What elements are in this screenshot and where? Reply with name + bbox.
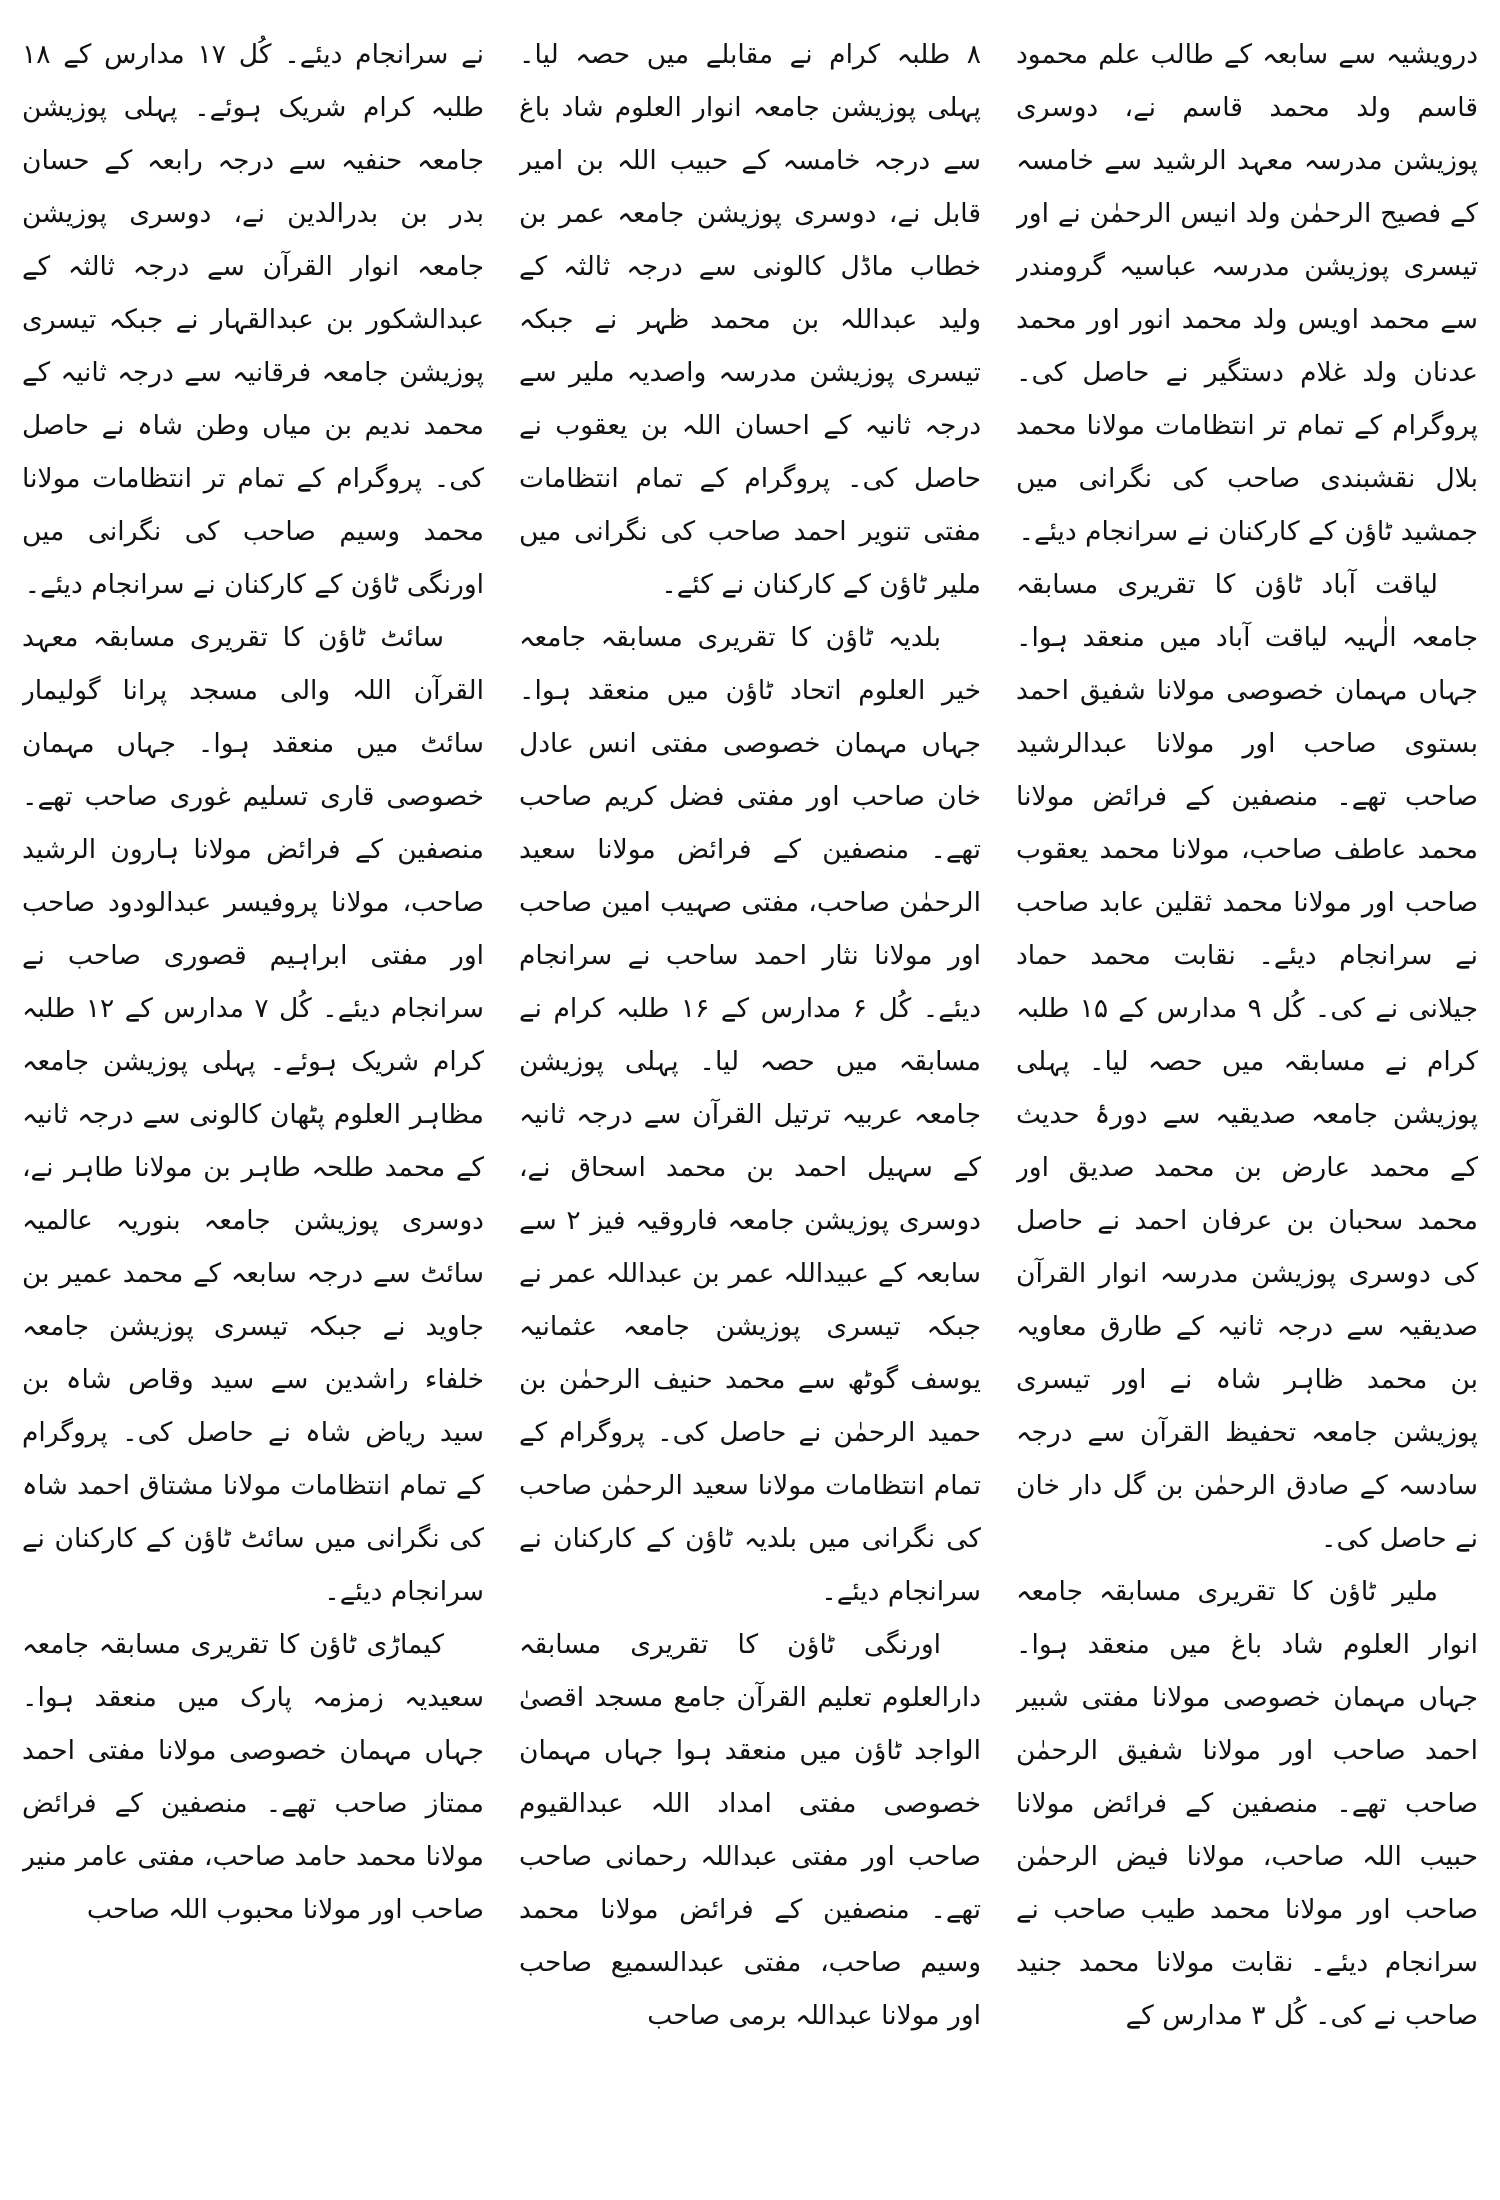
paragraph: درویشیہ سے سابعہ کے طالب علم محمود قاسم ولد محمد قاسم نے، دوسری پوزیشن مدرسہ معہد الرشید سے خامسہ کے فصیح الرحمٰن ولد انیس الرحمٰن نے اور تیسری پوزیشن مدرسہ عباسیہ گرومندر سے محمد اویس ولد محمد انور اور محمد عدنان ولد غلام دستگیر نے حاصل کی۔ پروگرام کے تمام تر انتظامات مولانا محمد بلال نقشبندی صاحب کی نگرانی میں جمشید ٹاؤن کے کارکنان نے سرانجام دیئے۔ (1016, 39, 1478, 547)
paragraph: بلدیہ ٹاؤن کا تقریری مسابقہ جامعہ خیر العلوم اتحاد ٹاؤن میں منعقد ہوا۔ جہاں مہمان خصوصی مفتی انس عادل خان صاحب اور مفتی فضل کریم صاحب تھے۔ منصفین کے فرائض مولانا سعید الرحمٰن صاحب، مفتی صہیب امین صاحب اور مولانا نثار احمد ساحب نے سرانجام دیئے۔ کُل ۶ مدارس کے ۱۶ طلبہ کرام نے مسابقہ میں حصہ لیا۔ پہلی پوزیشن جامعہ عربیہ ترتیل القرآن سے درجہ ثانیہ کے سہیل احمد بن محمد اسحاق نے، دوسری پوزیشن جامعہ فاروقیہ فیز ۲ سے سابعہ کے عبیداللہ عمر بن عبداللہ عمر نے جبکہ تیسری پوزیشن جامعہ عثمانیہ یوسف گوٹھ سے محمد حنیف الرحمٰن بن حمید الرحمٰن نے حاصل کی۔ پروگرام کے تمام انتظامات مولانا سعید الرحمٰن صاحب کی نگرانی میں بلدیہ ٹاؤن کے کارکنان نے سرانجام دیئے۔ (519, 622, 981, 1607)
paragraph: ملیر ٹاؤن کا تقریری مسابقہ جامعہ انوار العلوم شاد باغ میں منعقد ہوا۔ جہاں مہمان خصوصی مولانا مفتی شبیر احمد صاحب اور مولانا شفیق الرحمٰن صاحب تھے۔ منصفین کے فرائض مولانا حبیب اللہ صاحب، مولانا فیض الرحمٰن صاحب اور مولانا محمد طیب صاحب نے سرانجام دیئے۔ نقابت مولانا محمد جنید صاحب نے کی۔ کُل ۳ مدارس کے (1016, 1576, 1478, 2031)
paragraph: لیاقت آباد ٹاؤن کا تقریری مسابقہ جامعہ الٰہیہ لیاقت آباد میں منعقد ہوا۔ جہاں مہمان خصوصی مولانا شفیق احمد بستوی صاحب اور مولانا عبدالرشید صاحب تھے۔ منصفین کے فرائض مولانا محمد عاطف صاحب، مولانا محمد یعقوب صاحب اور مولانا محمد ثقلین عابد صاحب نے سرانجام دیئے۔ نقابت محمد حماد جیلانی نے کی۔ کُل ۹ مدارس کے ۱۵ طلبہ کرام نے مسابقہ میں حصہ لیا۔ پہلی پوزیشن جامعہ صدیقیہ سے دورۂ حدیث کے محمد عارض بن محمد صدیق اور محمد سحبان بن عرفان احمد نے حاصل کی دوسری پوزیشن مدرسہ انوار القرآن صدیقیہ سے درجہ ثانیہ کے طارق معاویہ بن محمد ظاہر شاہ نے اور تیسری پوزیشن جامعہ تحفیظ القرآن سے درجہ سادسہ کے صادق الرحمٰن بن گل دار خان نے حاصل کی۔ (1016, 569, 1478, 1554)
column-middle (519, 28, 981, 2188)
paragraph: نے سرانجام دیئے۔ کُل ۱۷ مدارس کے ۱۸ طلبہ کرام شریک ہوئے۔ پہلی پوزیشن جامعہ حنفیہ سے درجہ رابعہ کے حسان بدر بن بدرالدین نے، دوسری پوزیشن جامعہ انوار القرآن سے درجہ ثالثہ کے عبدالشکور بن عبدالقہار نے جبکہ تیسری پوزیشن جامعہ فرقانیہ سے درجہ ثانیہ کے محمد ندیم بن میاں وطن شاہ نے حاصل کی۔ پروگرام کے تمام تر انتظامات مولانا محمد وسیم صاحب کی نگرانی میں اورنگی ٹاؤن کے کارکنان نے سرانجام دیئے۔ (22, 39, 484, 600)
paragraph: ۸ طلبہ کرام نے مقابلے میں حصہ لیا۔ پہلی پوزیشن جامعہ انوار العلوم شاد باغ سے درجہ خامسہ کے حبیب اللہ بن امیر قابل نے، دوسری پوزیشن جامعہ عمر بن خطاب ماڈل کالونی سے درجہ ثالثہ کے ولید عبداللہ بن محمد ظہر نے جبکہ تیسری پوزیشن مدرسہ واصدیہ ملیر سے درجہ ثانیہ کے احسان اللہ بن یعقوب نے حاصل کی۔ پروگرام کے تمام انتظامات مفتی تنویر احمد صاحب کی نگرانی میں ملیر ٹاؤن کے کارکنان نے کئے۔ (519, 39, 981, 600)
text-columns (22, 28, 1478, 2188)
column-right (1016, 28, 1478, 2188)
paragraph: کیماڑی ٹاؤن کا تقریری مسابقہ جامعہ سعیدیہ زمزمہ پارک میں منعقد ہوا۔ جہاں مہمان خصوصی مولانا مفتی احمد ممتاز صاحب تھے۔ منصفین کے فرائض مولانا محمد حامد صاحب، مفتی عامر منیر صاحب اور مولانا محبوب اللہ صاحب (22, 1629, 484, 1925)
paragraph: سائٹ ٹاؤن کا تقریری مسابقہ معہد القرآن اللہ والی مسجد پرانا گولیمار سائٹ میں منعقد ہوا۔ جہاں مہمان خصوصی قاری تسلیم غوری صاحب تھے۔ منصفین کے فرائض مولانا ہارون الرشید صاحب، مولانا پروفیسر عبدالودود صاحب اور مفتی ابراہیم قصوری صاحب نے سرانجام دیئے۔ کُل ۷ مدارس کے ۱۲ طلبہ کرام شریک ہوئے۔ پہلی پوزیشن جامعہ مظاہر العلوم پٹھان کالونی سے درجہ ثانیہ کے محمد طلحہ طاہر بن مولانا طاہر نے، دوسری پوزیشن جامعہ بنوریہ عالمیہ سائٹ سے درجہ سابعہ کے محمد عمیر بن جاوید نے جبکہ تیسری پوزیشن جامعہ خلفاء راشدین سے سید وقاص شاہ بن سید ریاض شاہ نے حاصل کی۔ پروگرام کے تمام انتظامات مولانا مشتاق احمد شاہ کی نگرانی میں سائٹ ٹاؤن کے کارکنان نے سرانجام دیئے۔ (22, 622, 484, 1607)
paragraph: اورنگی ٹاؤن کا تقریری مسابقہ دارالعلوم تعلیم القرآن جامع مسجد اقصیٰ الواجد ٹاؤن میں منعقد ہوا جہاں مہمان خصوصی مفتی امداد اللہ عبدالقیوم صاحب اور مفتی عبداللہ رحمانی صاحب تھے۔ منصفین کے فرائض مولانا محمد وسیم صاحب، مفتی عبدالسمیع صاحب اور مولانا عبداللہ برمی صاحب (519, 1629, 981, 2031)
column-left (22, 28, 484, 2188)
